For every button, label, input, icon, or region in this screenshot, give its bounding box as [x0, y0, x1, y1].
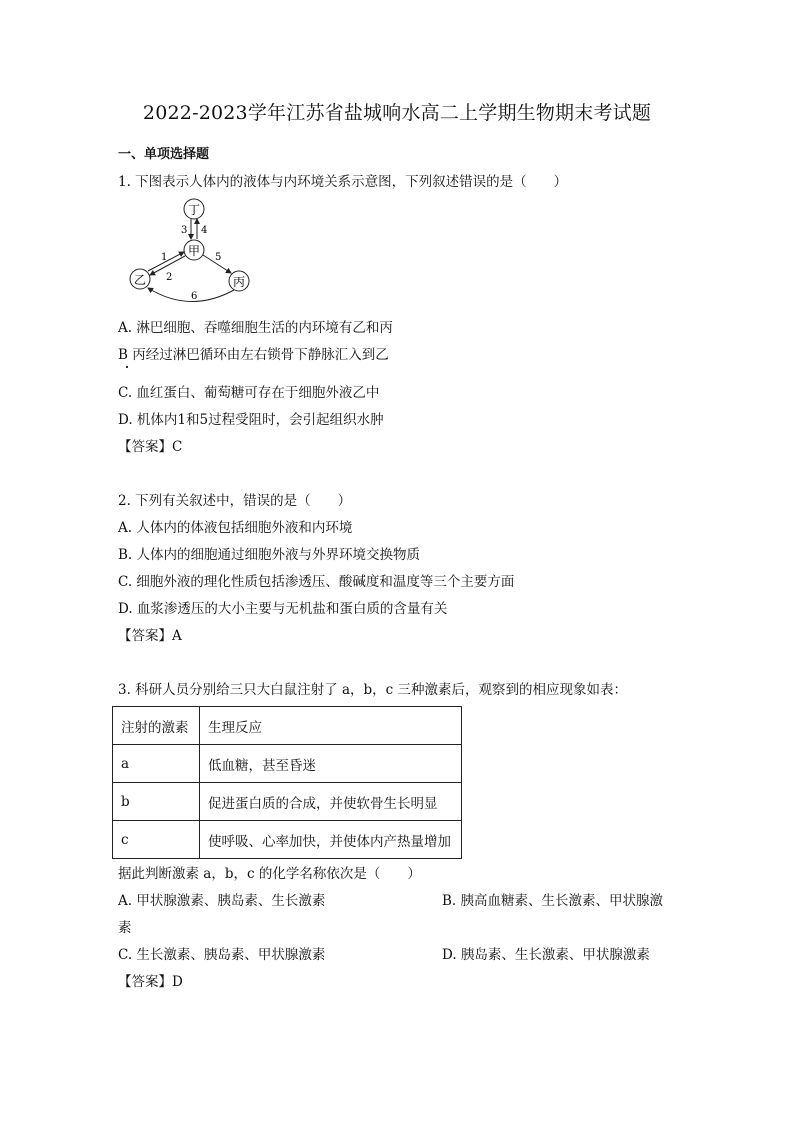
q3-option-d: D. 胰岛素、生长激素、甲状腺激素: [442, 947, 650, 963]
hormone-table: [112, 706, 462, 859]
node-bing-label: 丙: [232, 275, 246, 289]
table-row: [113, 821, 462, 859]
arrow-label-4: 4: [201, 225, 208, 236]
body-fluid-diagram: [118, 192, 268, 304]
arrow-label-1: 1: [161, 252, 168, 263]
node-ding-label: 丁: [187, 203, 201, 217]
table-header-cell: 生理反应: [200, 707, 462, 745]
q2-option-c: C. 细胞外液的理化性质包括渗透压、酸碱度和温度等三个主要方面: [118, 574, 515, 590]
q1-option-c: C. 血红蛋白、葡萄糖可存在于细胞外液乙中: [118, 385, 380, 401]
arrow-label-6: 6: [191, 291, 198, 302]
q3-option-a: A. 甲状腺激素、胰岛素、生长激素: [118, 893, 326, 909]
table-header-row: [113, 707, 462, 745]
q2-answer: 【答案】A: [118, 628, 182, 644]
q2-option-a: A. 人体内的体液包括细胞外液和内环境: [118, 520, 353, 536]
q1-stem: 1. 下图表示人体内的液体与内环境关系示意图，下列叙述错误的是（ ）: [118, 174, 568, 190]
table-cell: a: [113, 745, 200, 783]
node-jia-label: 甲: [187, 244, 201, 258]
q2-option-d: D. 血浆渗透压的大小主要与无机盐和蛋白质的含量有关: [118, 601, 448, 617]
table-cell: 低血糖，甚至昏迷: [200, 745, 462, 783]
q1-option-b: B 丙经过淋巴循环由左右锁骨下静脉汇入到乙: [118, 347, 389, 363]
arrow-label-5: 5: [215, 252, 222, 263]
q2-option-b: B. 人体内的细胞通过细胞外液与外界环境交换物质: [118, 547, 421, 563]
q1-option-a: A. 淋巴细胞、吞噬细胞生活的内环境有乙和丙: [118, 320, 393, 336]
section-heading: 一、单项选择题: [118, 147, 210, 162]
q3-stem: 3. 科研人员分别给三只大白鼠注射了 a，b，c 三种激素后，观察到的相应现象如表：: [118, 682, 628, 698]
q1-answer: 【答案】C: [118, 439, 183, 455]
table-cell: c: [113, 821, 200, 859]
table-cell: b: [113, 783, 200, 821]
q3-option-c: C. 生长激素、胰岛素、甲状腺激素: [118, 947, 326, 963]
stray-dot: [126, 366, 128, 368]
table-row: [113, 745, 462, 783]
q1-option-d: D. 机体内1和5过程受阻时，会引起组织水肿: [118, 412, 384, 428]
q2-stem: 2. 下列有关叙述中，错误的是（ ）: [118, 493, 352, 509]
page-title: 2022-2023学年江苏省盐城响水高二上学期生物期末考试题: [142, 102, 652, 124]
table-cell: 使呼吸、心率加快，并使体内产热量增加: [200, 821, 462, 859]
table-cell: 促进蛋白质的合成，并使软骨生长明显: [200, 783, 462, 821]
node-yi-label: 乙: [133, 273, 147, 287]
q3-option-b-wrap: 素: [118, 920, 132, 936]
arrow-label-2: 2: [166, 272, 173, 283]
q3-question: 据此判断激素 a，b，c 的化学名称依次是（ ）: [118, 866, 421, 882]
q3-answer: 【答案】D: [118, 974, 183, 990]
q3-option-b: B. 胰高血糖素、生长激素、甲状腺激: [442, 893, 664, 909]
table-header-cell: 注射的激素: [113, 707, 200, 745]
arrow-label-3: 3: [181, 225, 188, 236]
table-row: [113, 783, 462, 821]
